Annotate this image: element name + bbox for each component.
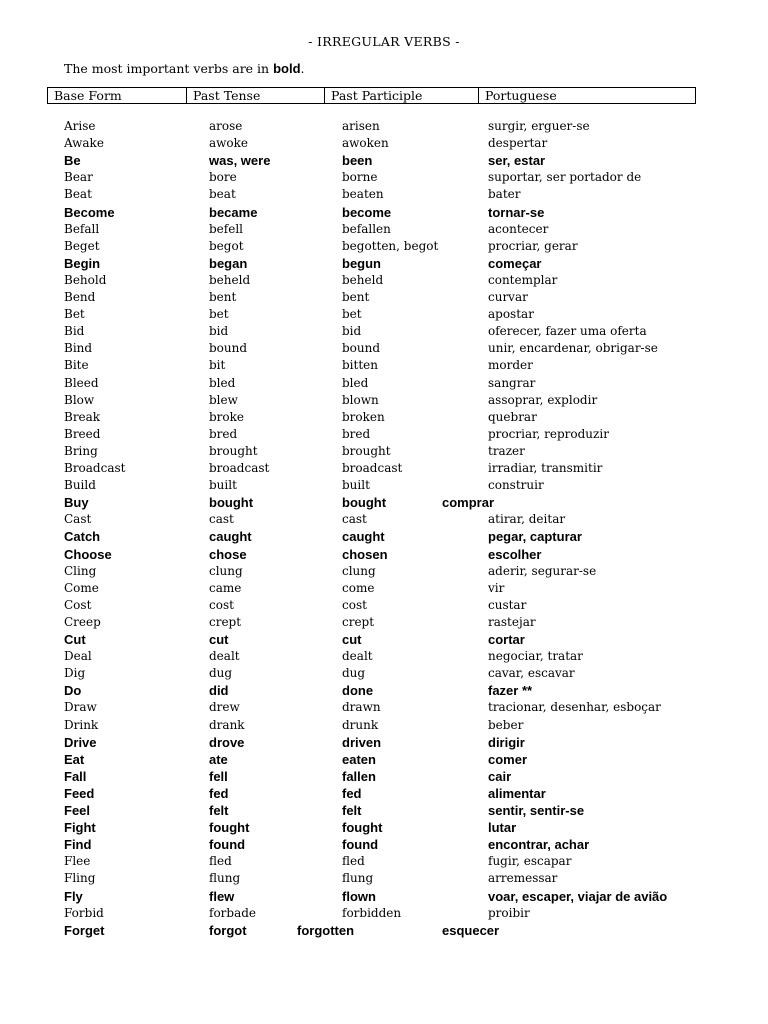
table-row: [0, 376, 768, 393]
table-row: [0, 136, 768, 153]
past-tense-cell: ate: [209, 751, 228, 767]
table-row: [0, 256, 768, 273]
portuguese-cell: atirar, deitar: [488, 512, 566, 527]
past-tense-cell: dug: [209, 666, 233, 681]
base-form-cell: Beat: [64, 187, 92, 202]
past-participle-cell: driven: [342, 734, 382, 750]
portuguese-cell: encontrar, achar: [488, 837, 590, 853]
table-row: [0, 187, 768, 204]
past-tense-cell: came: [209, 580, 242, 595]
table-row: [0, 444, 768, 461]
past-tense-cell: drank: [209, 717, 245, 732]
past-participle-cell: bought: [342, 495, 387, 511]
portuguese-cell: vir: [488, 580, 505, 595]
table-row: [0, 735, 768, 752]
table-row: [0, 273, 768, 290]
past-tense-cell: brought: [209, 443, 258, 458]
base-form-cell: Bind: [64, 341, 93, 356]
portuguese-cell: comer: [488, 751, 528, 767]
portuguese-cell: começar: [488, 255, 542, 271]
base-form-cell: Drive: [64, 734, 97, 750]
portuguese-cell: morder: [488, 358, 533, 373]
past-participle-cell: beheld: [342, 272, 384, 287]
past-participle-cell: begun: [342, 255, 381, 271]
base-form-cell: Cut: [64, 632, 86, 647]
past-participle-cell: felt: [342, 803, 362, 818]
base-form-cell: Bleed: [64, 375, 99, 390]
past-tense-cell: beat: [209, 187, 236, 202]
past-tense-cell: fed: [209, 785, 229, 801]
table-row: [0, 820, 768, 837]
portuguese-cell: ser, estar: [488, 153, 546, 169]
portuguese-cell: despertar: [488, 136, 548, 151]
header-past-participle: Past Participle: [324, 88, 478, 104]
intro-bold-word: bold: [273, 61, 301, 76]
base-form-cell: Feed: [64, 785, 95, 801]
base-form-cell: Bend: [64, 290, 96, 304]
portuguese-cell: alimentar: [488, 785, 546, 801]
past-tense-cell: found: [209, 837, 246, 853]
past-tense-cell: bought: [209, 495, 254, 511]
base-form-cell: Bring: [64, 443, 98, 458]
base-form-cell: Forget: [64, 922, 105, 938]
portuguese-cell: sangrar: [488, 375, 536, 390]
table-row: [0, 769, 768, 786]
portuguese-cell: custar: [488, 597, 527, 612]
base-form-cell: Drink: [64, 717, 99, 732]
portuguese-cell: trazer: [488, 443, 525, 458]
base-form-cell: Dig: [64, 666, 86, 681]
past-participle-cell: been: [342, 153, 373, 169]
portuguese-cell: assoprar, explodir: [488, 392, 598, 407]
table-row: [0, 119, 768, 136]
base-form-cell: Feel: [64, 803, 91, 818]
past-participle-cell: bled: [342, 375, 369, 390]
table-row: [0, 529, 768, 546]
table-row: [0, 632, 768, 649]
base-form-cell: Blow: [64, 392, 95, 407]
past-participle-cell: chosen: [342, 546, 388, 562]
past-tense-cell: bred: [209, 426, 238, 441]
past-participle-cell: blown: [342, 392, 379, 407]
base-form-cell: Behold: [64, 272, 107, 287]
past-participle-cell: bent: [342, 290, 370, 304]
portuguese-cell: lutar: [488, 820, 517, 836]
past-tense-cell: fled: [209, 854, 232, 869]
base-form-cell: Befall: [64, 221, 100, 236]
past-participle-cell: broadcast: [342, 461, 403, 475]
past-tense-cell: became: [209, 204, 258, 220]
portuguese-cell: aderir, segurar-se: [488, 563, 597, 578]
past-participle-cell: broken: [342, 409, 385, 424]
portuguese-cell: bater: [488, 187, 521, 202]
header-base-form: Base Form: [54, 88, 122, 103]
portuguese-cell: procriar, gerar: [488, 238, 578, 253]
portuguese-cell: cair: [488, 768, 512, 784]
base-form-cell: Beget: [64, 238, 100, 253]
past-tense-cell: bet: [209, 307, 229, 322]
table-row: [0, 752, 768, 769]
past-tense-cell: flew: [209, 888, 235, 904]
past-tense-cell: was, were: [209, 153, 271, 169]
header-past-tense: Past Tense: [186, 88, 324, 104]
past-participle-cell: built: [342, 478, 370, 493]
past-participle-cell: beaten: [342, 187, 384, 202]
past-tense-cell: bid: [209, 324, 229, 339]
base-form-cell: Find: [64, 837, 92, 853]
past-participle-cell: cast: [342, 512, 367, 527]
table-row: [0, 478, 768, 495]
table-row: [0, 222, 768, 239]
portuguese-cell: fugir, escapar: [488, 854, 572, 869]
past-tense-cell: bit: [209, 358, 226, 373]
table-row: [0, 666, 768, 683]
past-participle-cell: fled: [342, 854, 365, 869]
portuguese-cell: construir: [488, 478, 544, 493]
past-participle-cell: brought: [342, 443, 391, 458]
base-form-cell: Cost: [64, 597, 92, 612]
past-tense-cell: cast: [209, 512, 234, 527]
past-tense-cell: clung: [209, 563, 243, 578]
base-form-cell: Deal: [64, 649, 92, 664]
table-row: [0, 512, 768, 529]
past-participle-cell: awoken: [342, 136, 389, 151]
base-form-cell: Bear: [64, 170, 93, 185]
past-tense-cell: dealt: [209, 649, 240, 664]
table-row: [0, 649, 768, 666]
portuguese-cell: cortar: [488, 632, 525, 647]
portuguese-cell: negociar, tratar: [488, 649, 583, 664]
table-row: [0, 393, 768, 410]
past-participle-cell: caught: [342, 529, 385, 545]
portuguese-cell: cavar, escavar: [488, 666, 575, 681]
table-row: [0, 547, 768, 564]
base-form-cell: Break: [64, 409, 101, 424]
base-form-cell: Creep: [64, 614, 101, 629]
past-tense-cell: bore: [209, 170, 237, 185]
base-form-cell: Breed: [64, 426, 101, 441]
table-row: [0, 324, 768, 341]
portuguese-cell: oferecer, fazer uma oferta: [488, 324, 647, 339]
table-row: [0, 495, 768, 512]
past-tense-cell: bent: [209, 290, 237, 304]
base-form-cell: Become: [64, 204, 115, 220]
table-row: [0, 598, 768, 615]
portuguese-cell: esquecer: [442, 922, 500, 938]
past-tense-cell: begot: [209, 238, 244, 253]
past-tense-cell: began: [209, 255, 248, 271]
base-form-cell: Fling: [64, 871, 96, 886]
past-tense-cell: forbade: [209, 905, 257, 920]
past-participle-cell: begotten, begot: [342, 238, 439, 253]
past-tense-cell: fought: [209, 820, 250, 836]
past-participle-cell: fed: [342, 785, 362, 801]
table-row: [0, 837, 768, 854]
base-form-cell: Flee: [64, 854, 91, 869]
past-tense-cell: felt: [209, 803, 229, 818]
portuguese-cell: voar, escaper, viajar de avião: [488, 888, 668, 904]
base-form-cell: Cling: [64, 563, 97, 578]
past-participle-cell: crept: [342, 614, 375, 629]
past-participle-cell: cost: [342, 597, 367, 612]
table-row: [0, 153, 768, 170]
past-participle-cell: bet: [342, 307, 362, 322]
past-tense-cell: arose: [209, 119, 243, 133]
base-form-cell: Be: [64, 153, 81, 169]
past-participle-cell: forgotten: [297, 922, 355, 938]
past-tense-cell: beheld: [209, 272, 251, 287]
portuguese-cell: arremessar: [488, 871, 558, 886]
table-row: [0, 786, 768, 803]
past-participle-cell: forbidden: [342, 905, 402, 920]
past-participle-cell: drunk: [342, 717, 379, 732]
base-form-cell: Eat: [64, 751, 85, 767]
portuguese-cell: tracionar, desenhar, esboçar: [488, 700, 661, 715]
past-tense-cell: flung: [209, 871, 241, 886]
past-tense-cell: cut: [209, 632, 229, 647]
base-form-cell: Draw: [64, 700, 97, 715]
base-form-cell: Buy: [64, 495, 89, 511]
past-tense-cell: awoke: [209, 136, 249, 151]
past-participle-cell: clung: [342, 563, 376, 578]
base-form-cell: Choose: [64, 546, 112, 562]
table-row: [0, 358, 768, 375]
base-form-cell: Bid: [64, 324, 85, 339]
past-tense-cell: caught: [209, 529, 252, 545]
header-portuguese: Portuguese: [478, 88, 697, 104]
past-tense-cell: built: [209, 478, 237, 493]
table-row: [0, 564, 768, 581]
base-form-cell: Cast: [64, 512, 92, 527]
past-participle-cell: befallen: [342, 221, 391, 236]
table-row: [0, 889, 768, 906]
past-participle-cell: arisen: [342, 119, 380, 133]
page-title: - IRREGULAR VERBS -: [308, 34, 460, 49]
past-participle-cell: dealt: [342, 649, 373, 664]
portuguese-cell: suportar, ser portador de: [488, 170, 642, 185]
base-form-cell: Fight: [64, 820, 96, 836]
past-tense-cell: blew: [209, 392, 238, 407]
portuguese-cell: sentir, sentir-se: [488, 803, 585, 818]
table-row: [0, 410, 768, 427]
past-participle-cell: bitten: [342, 358, 378, 373]
past-tense-cell: drew: [209, 700, 240, 715]
past-participle-cell: fallen: [342, 768, 376, 784]
base-form-cell: Catch: [64, 529, 101, 545]
past-tense-cell: cost: [209, 597, 234, 612]
base-form-cell: Begin: [64, 255, 101, 271]
past-tense-cell: befell: [209, 221, 244, 236]
portuguese-cell: escolher: [488, 546, 542, 562]
portuguese-cell: contemplar: [488, 272, 558, 287]
past-participle-cell: come: [342, 580, 375, 595]
portuguese-cell: fazer **: [488, 683, 533, 699]
base-form-cell: Come: [64, 580, 99, 595]
table-row: [0, 205, 768, 222]
table-row: [0, 307, 768, 324]
base-form-cell: Awake: [64, 136, 104, 151]
base-form-cell: Build: [64, 478, 96, 493]
base-form-cell: Do: [64, 683, 82, 699]
table-row: [0, 170, 768, 187]
portuguese-cell: tornar-se: [488, 204, 545, 220]
base-form-cell: Fall: [64, 768, 87, 784]
table-row: [0, 461, 768, 478]
portuguese-cell: rastejar: [488, 614, 536, 629]
past-tense-cell: broke: [209, 409, 245, 424]
past-participle-cell: flown: [342, 888, 376, 904]
base-form-cell: Bet: [64, 307, 85, 322]
table-row: [0, 683, 768, 700]
table-header: [47, 87, 696, 104]
past-tense-cell: fell: [209, 768, 228, 784]
past-tense-cell: chose: [209, 546, 247, 562]
past-participle-cell: eaten: [342, 751, 376, 767]
table-row: [0, 700, 768, 717]
past-tense-cell: bled: [209, 375, 236, 390]
intro-lead: The most important verbs are in: [64, 61, 274, 76]
past-participle-cell: drawn: [342, 700, 381, 715]
past-tense-cell: bound: [209, 341, 248, 356]
portuguese-cell: acontecer: [488, 221, 549, 236]
past-participle-cell: flung: [342, 871, 374, 886]
portuguese-cell: quebrar: [488, 409, 537, 424]
past-tense-cell: forgot: [209, 922, 247, 938]
portuguese-cell: unir, encardenar, obrigar-se: [488, 341, 658, 356]
past-tense-cell: did: [209, 683, 229, 699]
intro-text: [64, 61, 305, 76]
table-row: [0, 581, 768, 598]
past-participle-cell: done: [342, 683, 374, 699]
past-participle-cell: found: [342, 837, 379, 853]
portuguese-cell: proibir: [488, 905, 530, 920]
table-row: [0, 854, 768, 871]
past-tense-cell: broadcast: [209, 461, 270, 475]
portuguese-cell: apostar: [488, 307, 534, 322]
past-participle-cell: borne: [342, 170, 378, 185]
portuguese-cell: surgir, erguer-se: [488, 119, 590, 133]
table-row: [0, 906, 768, 923]
table-row: [0, 803, 768, 820]
past-participle-cell: bound: [342, 341, 381, 356]
table-row: [0, 871, 768, 888]
table-row: [0, 341, 768, 358]
portuguese-cell: beber: [488, 717, 524, 732]
intro-end: .: [300, 61, 305, 76]
base-form-cell: Forbid: [64, 905, 104, 920]
base-form-cell: Bite: [64, 358, 89, 373]
table-row: [0, 615, 768, 632]
portuguese-cell: curvar: [488, 290, 528, 304]
portuguese-cell: procriar, reproduzir: [488, 426, 609, 441]
past-participle-cell: fought: [342, 820, 383, 836]
table-row: [0, 923, 768, 940]
table-row: [0, 427, 768, 444]
portuguese-cell: comprar: [442, 495, 495, 511]
past-tense-cell: crept: [209, 614, 242, 629]
past-participle-cell: dug: [342, 666, 366, 681]
base-form-cell: Fly: [64, 888, 83, 904]
portuguese-cell: irradiar, transmitir: [488, 461, 603, 475]
past-tense-cell: drove: [209, 734, 245, 750]
table-row: [0, 239, 768, 256]
portuguese-cell: pegar, capturar: [488, 529, 582, 545]
portuguese-cell: dirigir: [488, 734, 525, 750]
base-form-cell: Arise: [64, 119, 96, 133]
past-participle-cell: become: [342, 204, 392, 220]
past-participle-cell: bid: [342, 324, 362, 339]
past-participle-cell: cut: [342, 632, 362, 647]
base-form-cell: Broadcast: [64, 461, 126, 475]
table-row: [0, 718, 768, 735]
table-row: [0, 290, 768, 307]
past-participle-cell: bred: [342, 426, 371, 441]
